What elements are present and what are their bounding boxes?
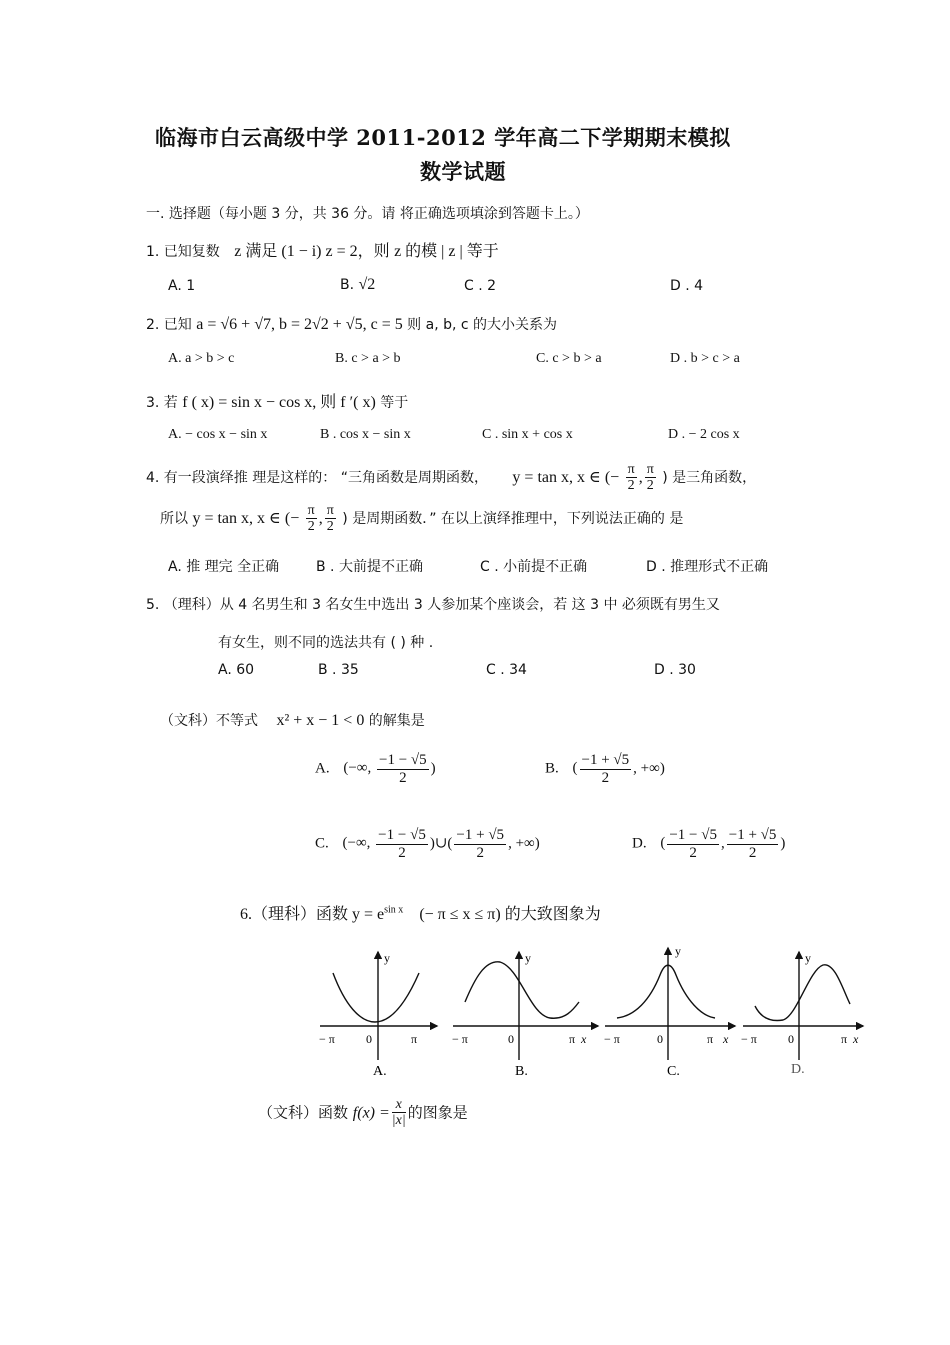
graph-label-c: C. bbox=[667, 1064, 680, 1079]
q6-graphs bbox=[315, 940, 875, 1090]
frac-num: −1 + √5 bbox=[581, 752, 630, 768]
frac-num: π bbox=[307, 503, 315, 518]
q6-wen-pre: （文科）函数 bbox=[258, 1103, 349, 1122]
fraction bbox=[667, 827, 719, 861]
axis-pi: π bbox=[707, 1032, 714, 1046]
fraction bbox=[727, 827, 779, 861]
q3-option-c: C . sin x + cos x bbox=[482, 427, 573, 442]
title-line-1: 临海市白云高级中学 2011-2012 学年高二下学期期末模拟 bbox=[155, 125, 731, 150]
axis-neg-pi: − π bbox=[604, 1032, 620, 1046]
frac-den: 2 bbox=[398, 844, 406, 861]
section-heading: 一. 选择题（每小题 3 分，共 36 分。请 将正确选项填涂到答题卡上。） bbox=[146, 206, 589, 222]
q2-stem bbox=[146, 314, 557, 334]
q2-stem-pre: 2. 已知 bbox=[146, 317, 192, 333]
q3-option-d: D . − 2 cos x bbox=[668, 427, 740, 442]
q6-stem-text: 6.（理科）函数 y = e bbox=[240, 906, 385, 923]
q3-option-a: A. − cos x − sin x bbox=[168, 427, 268, 442]
axis-zero: 0 bbox=[366, 1032, 372, 1046]
q1-stem-pre: 1. 已知复数 bbox=[146, 244, 220, 260]
q4-option-d: D . 推理形式不正确 bbox=[646, 559, 769, 575]
q2-option-b: B. c > a > b bbox=[335, 351, 401, 366]
frac-den: |x| bbox=[391, 1113, 406, 1129]
q5-option-b: B . 35 bbox=[318, 662, 359, 678]
q4-option-c: C . 小前提不正确 bbox=[480, 559, 588, 575]
graph-d bbox=[741, 951, 863, 1077]
q5-option-a: A. 60 bbox=[218, 662, 255, 678]
q1-option-c: C . 2 bbox=[464, 278, 497, 294]
title-line-2: 数学试题 bbox=[420, 159, 506, 184]
q5-stem: 5. （理科）从 4 名男生和 3 名女生中选出 3 人参加某个座谈会，若 这 3 中 必须既有男生又 bbox=[146, 597, 720, 613]
q1-option-b bbox=[340, 276, 375, 294]
q1-stem-end: z 的模 | z | 等于 bbox=[394, 243, 499, 260]
frac-den: 2 bbox=[601, 769, 610, 786]
q2-stem-math: a = √6 + √7, b = 2√2 + √5, c = 5 bbox=[196, 316, 403, 333]
frac-num: x bbox=[392, 1097, 406, 1113]
q5-wen-option-c: C. (−∞, $\frac{-1 - √5}{2}$ )∪( $\frac{-1 + √5}{2}$ , +∞) bbox=[315, 827, 540, 861]
frac-den: 2 bbox=[646, 478, 654, 494]
fraction bbox=[377, 752, 429, 786]
frac-num: π bbox=[326, 503, 334, 518]
q5-stem-2: 有女生，则不同的选法共有 ( ) 种 . bbox=[218, 635, 434, 651]
axis-x: x bbox=[581, 1032, 587, 1046]
frac-den: 2 bbox=[748, 844, 757, 861]
axis-pi: π bbox=[841, 1032, 848, 1046]
q5-wen-stem bbox=[160, 710, 425, 730]
axis-x: x bbox=[723, 1032, 729, 1046]
fraction bbox=[454, 827, 506, 861]
q4-line2-math: y = tan x, x ∈ (− bbox=[192, 509, 300, 527]
q6-wen-stem bbox=[258, 1097, 468, 1129]
q3-stem-math: f ( x) = sin x − cos x, 则 f ′( x) bbox=[182, 394, 376, 411]
q6-stem-sup: sin x bbox=[384, 904, 404, 916]
frac-num: −1 + √5 bbox=[728, 827, 777, 843]
axis-neg-pi: − π bbox=[452, 1032, 468, 1046]
axis-zero: 0 bbox=[508, 1032, 514, 1046]
q2-stem-end: 则 a, b, c 的大小关系为 bbox=[407, 317, 558, 333]
q4-stem-math: y = tan x, x ∈ (− bbox=[512, 468, 620, 486]
frac-den: 2 bbox=[307, 519, 315, 535]
q5-wen-end: 的解集是 bbox=[368, 713, 425, 729]
q6-wen-f: f(x) = bbox=[352, 1104, 390, 1122]
axis-zero: 0 bbox=[657, 1032, 663, 1046]
q5-wen-option-b: B. ( $\frac{-1 + √5}{2}$ , +∞) bbox=[545, 752, 665, 786]
q4-stem: 4. 有一段演绎推 理是这样的： “三角函数是周期函数， y = tan x, x ∈ (− $\frac{\pi}{2}$ , $\frac{\pi}{2}$ ) 是三角函数， bbox=[146, 462, 757, 494]
axis-y: y bbox=[805, 951, 811, 965]
axis-y: y bbox=[384, 951, 390, 965]
q4-frac-4 bbox=[325, 503, 336, 535]
q5-wen-option-d: D. ( $\frac{-1 - √5}{2}$ , $\frac{-1 + √5}{2}$ ) bbox=[632, 827, 786, 861]
option-label: C. bbox=[315, 835, 329, 852]
option-label: D. bbox=[632, 835, 647, 852]
q2-option-a: A. a > b > c bbox=[168, 351, 235, 366]
pos-inf: , +∞) bbox=[633, 760, 665, 777]
q4-option-a: A. 推 理完 全正确 bbox=[168, 559, 280, 575]
q6-stem bbox=[240, 901, 601, 924]
frac-den: 2 bbox=[476, 844, 484, 861]
option-label: A. bbox=[315, 760, 330, 777]
frac-num: −1 − √5 bbox=[379, 752, 427, 768]
q4-stem-pre: 4. 有一段演绎推 理是这样的： “三角函数是周期函数， bbox=[146, 469, 488, 486]
neg-inf: (−∞, bbox=[342, 835, 371, 852]
q2-option-c: C. c > b > a bbox=[536, 351, 602, 366]
q5-wen-pre: （文科）不等式 bbox=[160, 713, 258, 729]
q1-stem bbox=[146, 238, 499, 261]
q3-stem bbox=[146, 389, 408, 412]
q4-line-2: 所以 y = tan x, x ∈ (− $\frac{\pi}{2}$ , $\frac{\pi}{2}$ ) 是周期函数．” 在以上演绎推理中，下列说法正确的 是 bbox=[160, 503, 684, 535]
option-label: B. bbox=[545, 760, 559, 777]
q4-line2-pre: 所以 bbox=[160, 510, 188, 527]
frac-den: 2 bbox=[627, 478, 635, 494]
q5-option-c: C . 34 bbox=[486, 662, 527, 678]
graph-c bbox=[604, 944, 735, 1079]
q5-wen-math: x² + x − 1 < 0 bbox=[276, 712, 365, 729]
axis-neg-pi: − π bbox=[741, 1032, 757, 1046]
axis-pi: π bbox=[569, 1032, 576, 1046]
q5-wen-option-a: A. (−∞, $\frac{-1 - √5}{2}$ ) bbox=[315, 752, 436, 786]
q3-option-b: B . cos x − sin x bbox=[320, 427, 411, 442]
q6-wen-end: 的图象是 bbox=[407, 1103, 468, 1122]
frac-num: π bbox=[646, 462, 654, 477]
frac-den: 2 bbox=[399, 769, 407, 786]
q1-option-b-value: √2 bbox=[358, 276, 376, 293]
q4-frac-2 bbox=[645, 462, 656, 494]
graph-label-a: A. bbox=[373, 1064, 387, 1079]
q3-stem-pre: 3. 若 bbox=[146, 395, 178, 411]
frac-num: −1 + √5 bbox=[456, 827, 505, 843]
q4-line2-end: ) 是周期函数．” 在以上演绎推理中，下列说法正确的 是 bbox=[342, 510, 684, 527]
graph-label-d: D. bbox=[791, 1062, 805, 1077]
pos-inf: , +∞) bbox=[508, 835, 540, 852]
fraction bbox=[580, 752, 632, 786]
axis-neg-pi: − π bbox=[319, 1032, 335, 1046]
graph-label-b: B. bbox=[515, 1064, 528, 1079]
q4-option-b: B . 大前提不正确 bbox=[316, 559, 423, 575]
q6-stem-end: (− π ≤ x ≤ π) 的大致图象为 bbox=[419, 906, 601, 923]
frac-num: π bbox=[627, 462, 635, 477]
q6-wen-fraction bbox=[392, 1097, 406, 1129]
q1-option-a: A. 1 bbox=[168, 278, 196, 294]
q2-option-d: D . b > c > a bbox=[670, 351, 740, 366]
axis-x: x bbox=[853, 1032, 859, 1046]
q1-option-d: D . 4 bbox=[670, 278, 704, 294]
q3-stem-end: 等于 bbox=[380, 395, 409, 411]
graph-b bbox=[452, 951, 598, 1079]
fraction bbox=[376, 827, 428, 861]
frac-den: 2 bbox=[689, 844, 697, 861]
q4-stem-end: ) 是三角函数， bbox=[662, 469, 757, 486]
q4-frac-3 bbox=[306, 503, 317, 535]
union: ∪ bbox=[434, 835, 448, 852]
q1-option-b-label: B. bbox=[340, 277, 355, 293]
axis-y: y bbox=[675, 944, 681, 958]
axis-y: y bbox=[525, 951, 531, 965]
graph-a bbox=[319, 951, 437, 1079]
neg-inf: (−∞, bbox=[343, 760, 372, 777]
q1-stem-mid: z 满足 (1 − i) z = 2，则 bbox=[234, 243, 390, 260]
axis-zero: 0 bbox=[788, 1032, 794, 1046]
q4-frac-1 bbox=[626, 462, 637, 494]
axis-pi: π bbox=[411, 1032, 418, 1046]
q5-option-d: D . 30 bbox=[654, 662, 696, 678]
frac-num: −1 − √5 bbox=[378, 827, 426, 843]
frac-num: −1 − √5 bbox=[669, 827, 717, 843]
frac-den: 2 bbox=[326, 519, 334, 535]
